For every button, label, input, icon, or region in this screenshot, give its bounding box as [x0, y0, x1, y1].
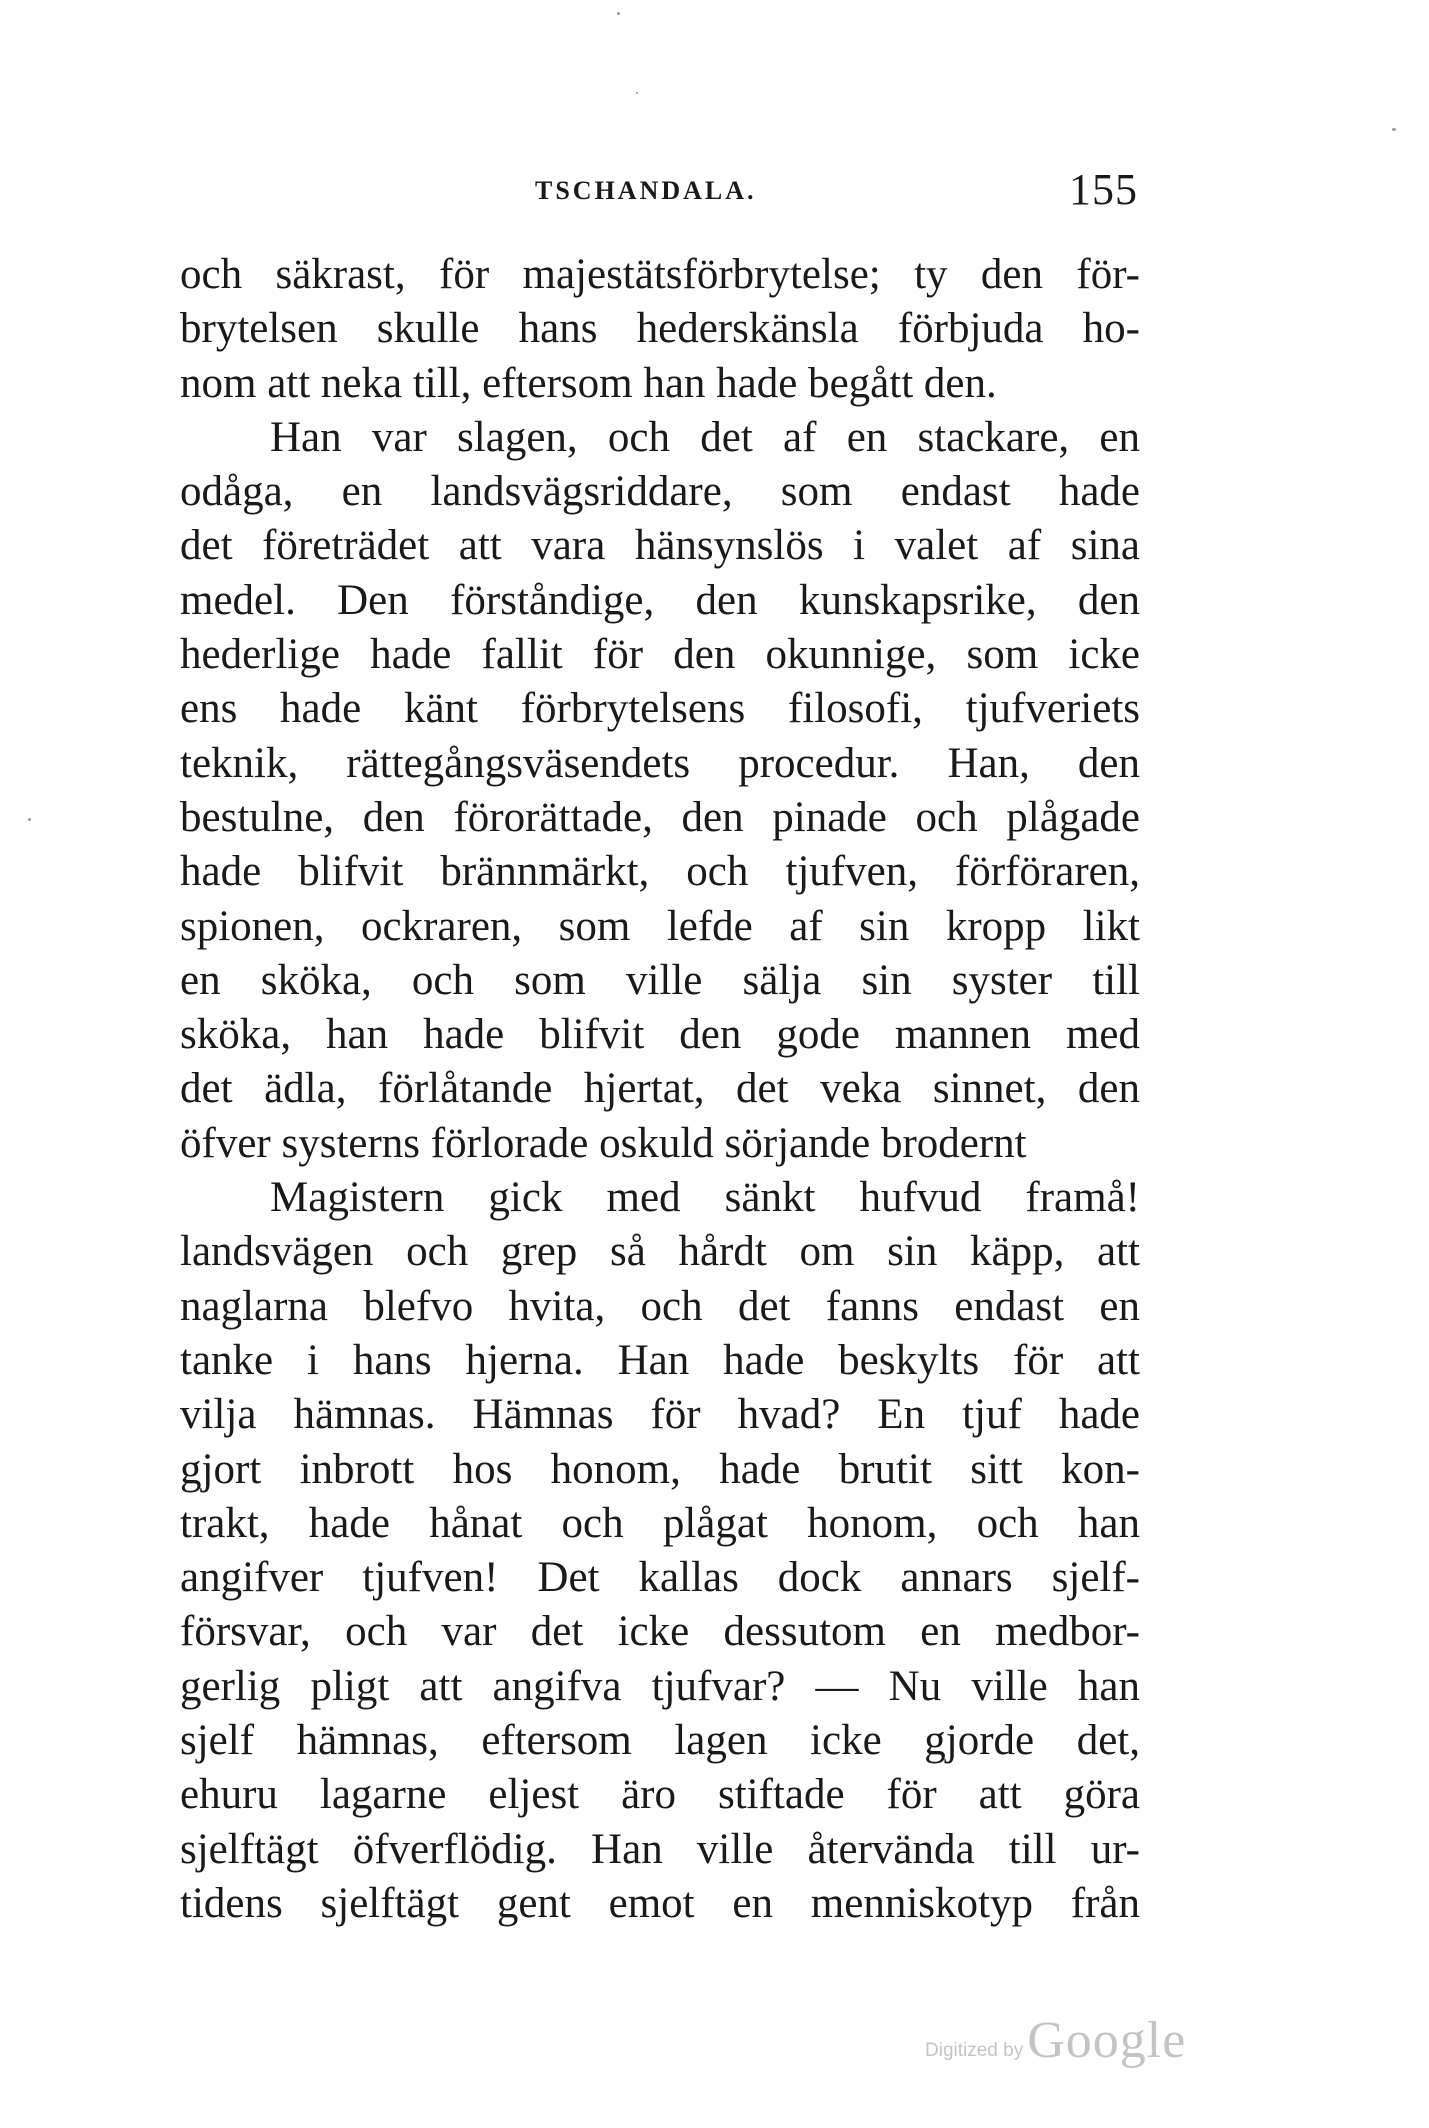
text-line: brytelsen skulle hans hederskänsla förbjuda ho- — [180, 305, 1140, 353]
paper-speck — [28, 818, 31, 821]
text-line: naglarna blefvo hvita, och det fanns endast en — [180, 1282, 1140, 1330]
text-line: sjelf hämnas, eftersom lagen icke gjorde det, — [180, 1717, 1140, 1765]
text-line: nom att neka till, eftersom han hade begått den. — [180, 359, 997, 407]
text-line: hade blifvit brännmärkt, och tjufven, förföraren, — [180, 848, 1140, 896]
text-line: angifver tjufven! Det kallas dock annars sjelf- — [180, 1554, 1140, 1602]
text-line: en sköka, och som ville sälja sin syster till — [180, 956, 1140, 1004]
text-line: bestulne, den förorättade, den pinade och plågade — [180, 793, 1140, 841]
running-head — [180, 165, 1140, 220]
paper-speck — [617, 12, 620, 15]
text-line: gjort inbrott hos honom, hade brutit sitt kon- — [180, 1445, 1140, 1493]
google-logo: Google — [1027, 2012, 1187, 2069]
text-line: trakt, hade hånat och plågat honom, och han — [180, 1499, 1140, 1547]
paper-speck — [636, 92, 638, 94]
text-line: teknik, rättegångsväsendets procedur. Han, den — [180, 739, 1140, 787]
text-line: det företrädet att vara hänsynslös i valet af sina — [180, 522, 1140, 570]
text-line: det ädla, förlåtande hjertat, det veka sinnet, den — [180, 1065, 1140, 1113]
paper-speck — [1392, 128, 1396, 131]
text-line: landsvägen och grep så hårdt om sin käpp, att — [180, 1228, 1140, 1276]
text-line: Han var slagen, och det af en stackare, en — [270, 413, 1140, 461]
text-line: tanke i hans hjerna. Han hade beskylts för att — [180, 1336, 1140, 1384]
text-line: hederlige hade fallit för den okunnige, som icke — [180, 631, 1140, 679]
text-line: gerlig pligt att angifva tjufvar? — Nu ville han — [180, 1662, 1140, 1710]
text-line: Magistern gick med sänkt hufvud framå! — [270, 1174, 1140, 1222]
text-line: ehuru lagarne eljest äro stiftade för att göra — [180, 1771, 1140, 1819]
text-line: sköka, han hade blifvit den gode mannen med — [180, 1011, 1140, 1059]
digitized-by-google-watermark — [925, 2010, 1186, 2070]
text-line: odåga, en landsvägsriddare, som endast hade — [180, 468, 1140, 516]
page-number: 155 — [1069, 165, 1138, 214]
text-line: och säkrast, för majestätsförbrytelse; ty den för- — [180, 251, 1140, 298]
text-line: vilja hämnas. Hämnas för hvad? En tjuf hade — [180, 1391, 1140, 1439]
text-line: ens hade känt förbrytelsens filosofi, tjufveriets — [180, 685, 1140, 733]
text-line: tidens sjelftägt gent emot en menniskotyp från — [180, 1879, 1140, 1927]
text-line: medel. Den förståndige, den kunskapsrike, den — [180, 576, 1140, 624]
text-line: öfver systerns förlorade oskuld sörjande brodernt — [180, 1119, 1027, 1167]
running-title: TSCHANDALA. — [535, 176, 757, 205]
text-line: spionen, ockraren, som lefde af sin kropp likt — [180, 902, 1140, 950]
body-text — [180, 248, 1140, 1931]
text-line: sjelftägt öfverflödig. Han ville återvända till ur- — [180, 1825, 1140, 1873]
watermark-prefix: Digitized by — [925, 2040, 1024, 2061]
text-line: försvar, och var det icke dessutom en medbor- — [180, 1608, 1140, 1656]
